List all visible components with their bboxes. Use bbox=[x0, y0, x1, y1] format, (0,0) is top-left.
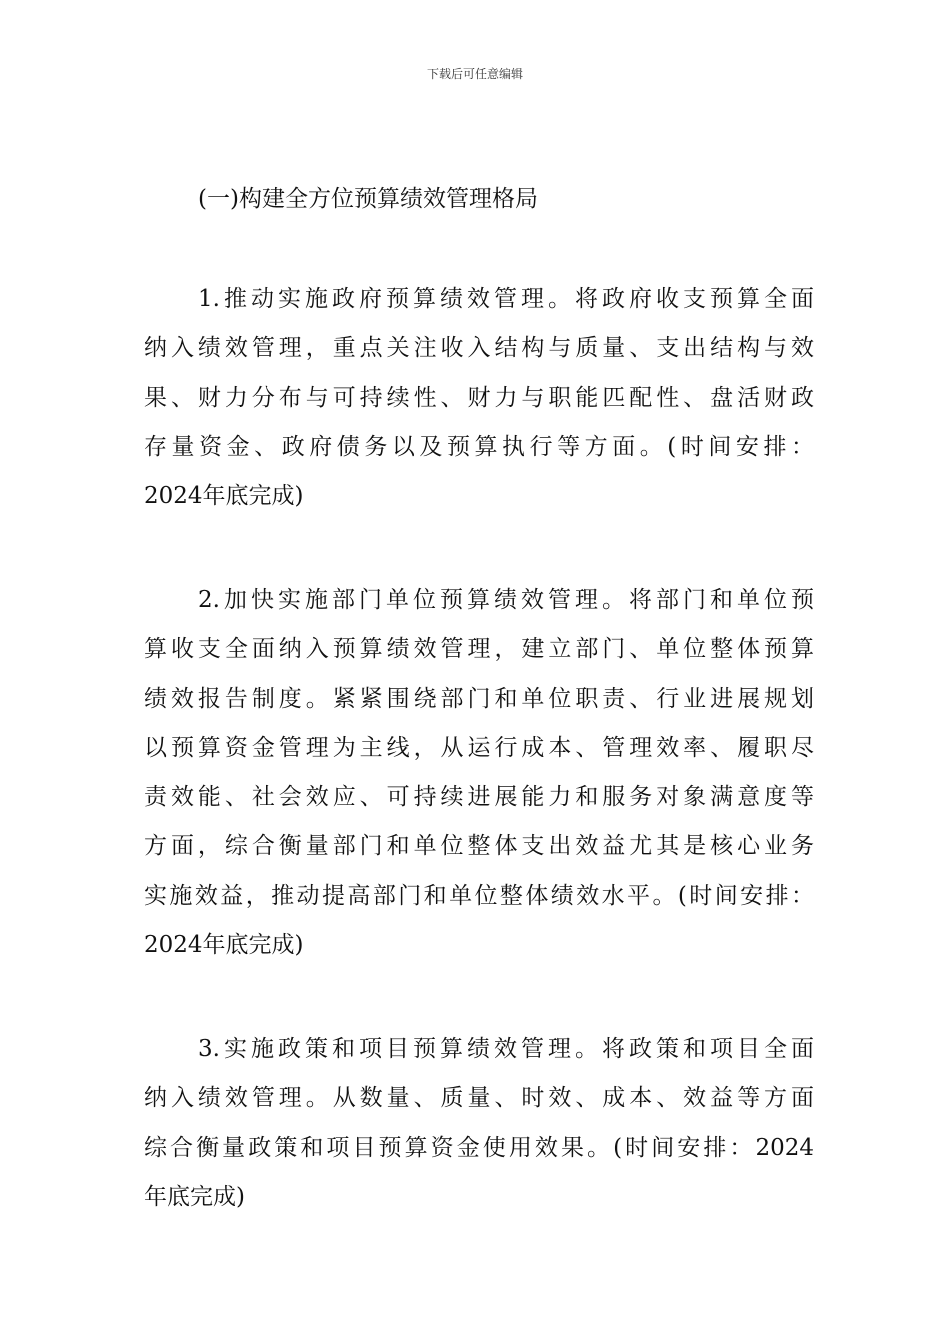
paragraph-3 bbox=[144, 1031, 814, 1228]
paragraph-line: 以预算资金管理为主线，从运行成本、管理效率、履职尽 bbox=[144, 734, 814, 761]
section-heading: (一)构建全方位预算绩效管理格局 bbox=[198, 186, 538, 212]
paragraph-line: 责效能、社会效应、可持续进展能力和服务对象满意度等 bbox=[144, 784, 814, 811]
paragraph-line: 2.加快实施部门单位预算绩效管理。将部门和单位预 bbox=[198, 587, 814, 613]
paragraph-1 bbox=[144, 281, 814, 527]
paragraph-line: 存量资金、政府债务以及预算执行等方面。(时间安排： bbox=[144, 433, 814, 460]
paragraph-line: 2024年底完成) bbox=[144, 932, 304, 959]
paragraph-line: 综合衡量政策和项目预算资金使用效果。(时间安排：2024 bbox=[144, 1134, 814, 1161]
page-header: 下载后可任意编辑 bbox=[426, 67, 523, 81]
paragraph-line: 1.推动实施政府预算绩效管理。将政府收支预算全面 bbox=[198, 286, 814, 312]
paragraph-line: 方面，综合衡量部门和单位整体支出效益尤其是核心业务 bbox=[144, 833, 814, 860]
paragraph-line: 绩效报告制度。紧紧围绕部门和单位职责、行业进展规划 bbox=[144, 685, 814, 712]
paragraph-line: 算收支全面纳入预算绩效管理，建立部门、单位整体预算 bbox=[144, 636, 814, 663]
paragraph-line: 3.实施政策和项目预算绩效管理。将政策和项目全面 bbox=[198, 1036, 814, 1062]
paragraph-line: 实施效益，推动提高部门和单位整体绩效水平。(时间安排： bbox=[144, 882, 814, 909]
paragraph-2 bbox=[144, 582, 814, 976]
paragraph-line: 2024年底完成) bbox=[144, 483, 304, 510]
paragraph-line: 纳入绩效管理。从数量、质量、时效、成本、效益等方面 bbox=[144, 1085, 814, 1112]
paragraph-line: 果、财力分布与可持续性、财力与职能匹配性、盘活财政 bbox=[144, 384, 814, 411]
paragraph-line: 纳入绩效管理，重点关注收入结构与质量、支出结构与效 bbox=[144, 335, 814, 362]
paragraph-line: 年底完成) bbox=[144, 1183, 245, 1210]
